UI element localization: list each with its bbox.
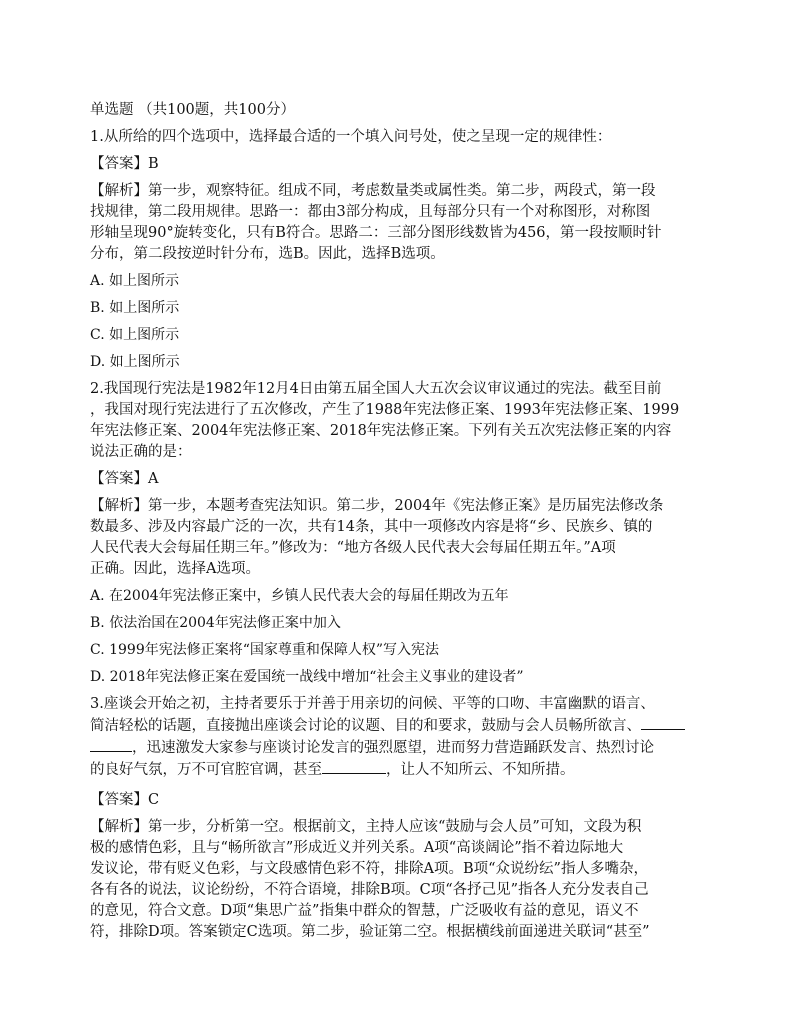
question-1-option-d: D. 如上图所示	[90, 354, 180, 370]
stem-line	[90, 737, 700, 759]
analysis-line: 找规律，第二段用规律。思路一：都由3部分构成，且每部分只有一个对称图形，对称图	[90, 204, 651, 220]
question-2-option-c: C. 1999年宪法修正案将“国家尊重和保障人权”写入宪法	[90, 642, 440, 658]
stem-line: 说法正确的是：	[90, 444, 192, 460]
question-2-analysis	[90, 496, 700, 580]
question-2-stem	[90, 379, 700, 463]
stem-text: ，迅速激发大家参与座谈讨论发言的强烈愿望，进而努力营造踊跃发言、热烈讨论	[132, 740, 654, 756]
question-1-answer: 【答案】B	[90, 156, 159, 172]
question-3-analysis	[90, 817, 700, 943]
question-1-option-b: B. 如上图所示	[90, 300, 180, 316]
analysis-line: 各有各的说法，议论纷纷，不符合语境，排除B项。C项“各抒己见”指各人充分发表自己	[90, 882, 649, 898]
analysis-line: 分布，第二段按逆时针分布，选B。因此，选择B选项。	[90, 246, 445, 262]
analysis-line: 发议论，带有贬义色彩，与文段感情色彩不符，排除A项。B项“众说纷纭”指人多嘴杂，	[90, 861, 648, 877]
stem-line: 2.我国现行宪法是1982年12月4日由第五届全国人大五次会议审议通过的宪法。截至目前	[90, 381, 662, 397]
stem-text: 3.座谈会开始之初，主持者要乐于并善于用亲切的问候、平等的口吻、丰富幽默的语言、	[90, 696, 655, 712]
analysis-line: 正确。因此，选择A选项。	[90, 561, 260, 577]
question-3-stem	[90, 694, 700, 781]
stem-line	[90, 759, 700, 781]
analysis-line: 【解析】第一步，本题考查宪法知识。第二步，2004年《宪法修正案》是历届宪法修改条	[90, 498, 664, 514]
question-1-analysis	[90, 181, 700, 265]
analysis-line: 符，排除D项。答案锁定C选项。第二步，验证第二空。根据横线前面递进关联词“甚至”	[90, 924, 650, 940]
fill-blank-1	[641, 715, 685, 730]
stem-line: ，我国对现行宪法进行了五次修改，产生了1988年宪法修正案、1993年宪法修正案、1999	[90, 402, 680, 418]
stem-text: ，让人不知所云、不知所措。	[386, 762, 575, 778]
fill-blank-1-continued	[90, 737, 132, 752]
question-2-option-d: D. 2018年宪法修正案在爱国统一战线中增加“社会主义事业的建设者”	[90, 669, 524, 685]
question-2-answer: 【答案】A	[90, 471, 159, 487]
question-2-option-b: B. 依法治国在2004年宪法修正案中加入	[90, 615, 341, 631]
question-2-option-a: A. 在2004年宪法修正案中，乡镇人民代表大会的每届任期改为五年	[90, 588, 509, 604]
stem-line	[90, 694, 700, 715]
question-3-answer: 【答案】C	[90, 792, 160, 808]
question-1-stem: 1.从所给的四个选项中，选择最合适的一个填入问号处，使之呈现一定的规律性：	[90, 129, 612, 145]
fill-blank-2	[322, 759, 386, 774]
stem-line	[90, 715, 700, 737]
analysis-line: 【解析】第一步，分析第一空。根据前文，主持人应该“鼓励与会人员”可知，文段为积	[90, 819, 642, 835]
stem-text: 的良好气氛，万不可官腔官调，甚至	[90, 762, 322, 778]
question-1-option-c: C. 如上图所示	[90, 327, 180, 343]
analysis-line: 的意见，符合文意。D项“集思广益”指集中群众的智慧，广泛吸收有益的意见，语义不	[90, 903, 639, 919]
analysis-line: 人民代表大会每届任期三年。”修改为：“地方各级人民代表大会每届任期五年。”A项	[90, 540, 616, 556]
stem-line: 年宪法修正案、2004年宪法修正案、2018年宪法修正案。下列有关五次宪法修正案的内容	[90, 423, 672, 439]
document-page	[90, 100, 700, 943]
analysis-line: 形轴呈现90°旋转变化，只有B符合。思路二：三部分图形线数皆为456，第一段按顺时针	[90, 225, 662, 241]
analysis-line: 【解析】第一步，观察特征。组成不同，考虑数量类或属性类。第二步，两段式，第一段	[90, 183, 656, 199]
analysis-line: 极的感情色彩，且与“畅所欲言”形成近义并列关系。A项“高谈阔论”指不着边际地大	[90, 840, 624, 856]
question-1-option-a: A. 如上图所示	[90, 273, 180, 289]
section-header: 单选题 （共100题，共100分）	[90, 102, 295, 118]
analysis-line: 数最多、涉及内容最广泛的一次，共有14条，其中一项修改内容是将“乡、民族乡、镇的	[90, 519, 653, 535]
stem-text: 简洁轻松的话题，直接抛出座谈会讨论的议题、目的和要求，鼓励与会人员畅所欲言、	[90, 718, 641, 734]
